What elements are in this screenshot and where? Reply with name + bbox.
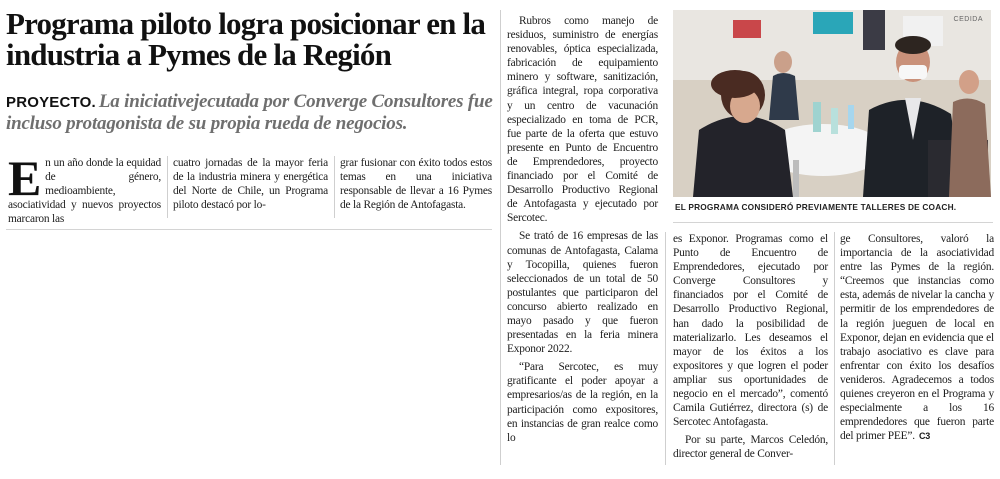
column-divider bbox=[167, 156, 168, 218]
lead-text-2: cuatro jornadas de la mayor feria de la industria minera y energética del Norte de Chile, un Programa piloto destacó por lo- bbox=[173, 157, 328, 212]
lead-column-3 bbox=[340, 156, 492, 216]
body-column-6 bbox=[840, 232, 994, 447]
lead-text-3: grar fusionar con éxito todos estos temas en una iniciativa responsable de llevar a 16 Pymes de la Región de Antofagasta. bbox=[340, 157, 492, 212]
headline: Programa piloto logra posicionar en la industria a Pymes de la Región bbox=[6, 6, 486, 72]
body-column-4 bbox=[507, 14, 658, 449]
subheadline bbox=[6, 91, 496, 134]
lead-column-2 bbox=[173, 156, 328, 216]
paragraph: es Exponor. Programas como el Punto de Encuentro de Emprendedores, ejecutado por Converge Consultores y financiados por el Comité de Desarrollo Productivo Regional, han dado la posibilidad de materializarlo. Les deseamos el mayor de los éxitos a los expositores y que logren el poder ampliar sus oportunidades de negocio en el mercado”, comentó Camila Gutiérrez, directora (s) de Sercotec Antofagasta. bbox=[673, 233, 828, 429]
article-photo bbox=[673, 10, 991, 197]
column-divider bbox=[500, 10, 501, 465]
section-kicker: PROYECTO. bbox=[6, 94, 96, 111]
paragraph: Rubros como manejo de residuos, suministro de energías renovables, óptica especializada, fabricación de equipamiento minero y software, sanitización, gráfica integral, ropa corporativa y un centro de vacunación especializado en toma de PCR, fue parte de la oferta que estuvo presente en Punto de Encuentro de Emprendedores, proyecto financiado por el Comité de Desarrollo Productivo Regional de Antofagasta y ejecutado por Sercotec. bbox=[507, 15, 658, 225]
paragraph: ge Consultores, valoró la importancia de la asociatividad entre las Pymes de la región. “Creemos que instancias como esta, además de nivelar la cancha y permitir de los emprendedores de la región jueguen de local en Exponor, dejan en evidencia que el trabajo asociativo es clave para enfrentar con éxito los desafíos venideros. Agradecemos a todos quienes creyeron en el Programa y especialmente a los 16 emprendedores que fueron parte del primer PEE”. bbox=[840, 233, 994, 443]
photo-credit: CEDIDA bbox=[953, 16, 983, 23]
body-column-5 bbox=[673, 232, 828, 466]
paragraph: Por su parte, Marcos Celedón, director general de Conver- bbox=[673, 434, 828, 461]
lead-text-1: n un año donde la equidad de género, medioambiente, asociatividad y nuevos proyectos marcaron las bbox=[8, 157, 161, 226]
column-divider bbox=[834, 232, 835, 465]
deck-text: La iniciativejecutada por Converge Consultores fue incluso protagonista de su propia rueda de negocios. bbox=[6, 91, 493, 134]
people-meeting-illustration bbox=[673, 10, 991, 197]
lead-column-1 bbox=[8, 150, 161, 230]
column-divider bbox=[334, 156, 335, 218]
end-mark: C3 bbox=[918, 431, 931, 442]
caption-rule bbox=[673, 222, 993, 223]
photo-caption: EL PROGRAMA CONSIDERÓ PREVIAMENTE TALLERES DE COACH. bbox=[675, 202, 957, 212]
paragraph: “Para Sercotec, es muy gratificante el poder apoyar a empresarios/as de la región, en la participación como expositores, en instancias de gran realce como lo bbox=[507, 361, 658, 444]
drop-cap: E bbox=[8, 150, 42, 206]
lead-bottom-rule bbox=[6, 229, 492, 230]
column-divider bbox=[665, 232, 666, 465]
paragraph: Se trató de 16 empresas de las comunas de Antofagasta, Calama y Tocopilla, quienes fueron seleccionados de un total de 50 postulantes que participaron del concurso abierto realizado en mayo pasado y que fueron presentadas en la feria minera Exponor 2022. bbox=[507, 230, 658, 356]
